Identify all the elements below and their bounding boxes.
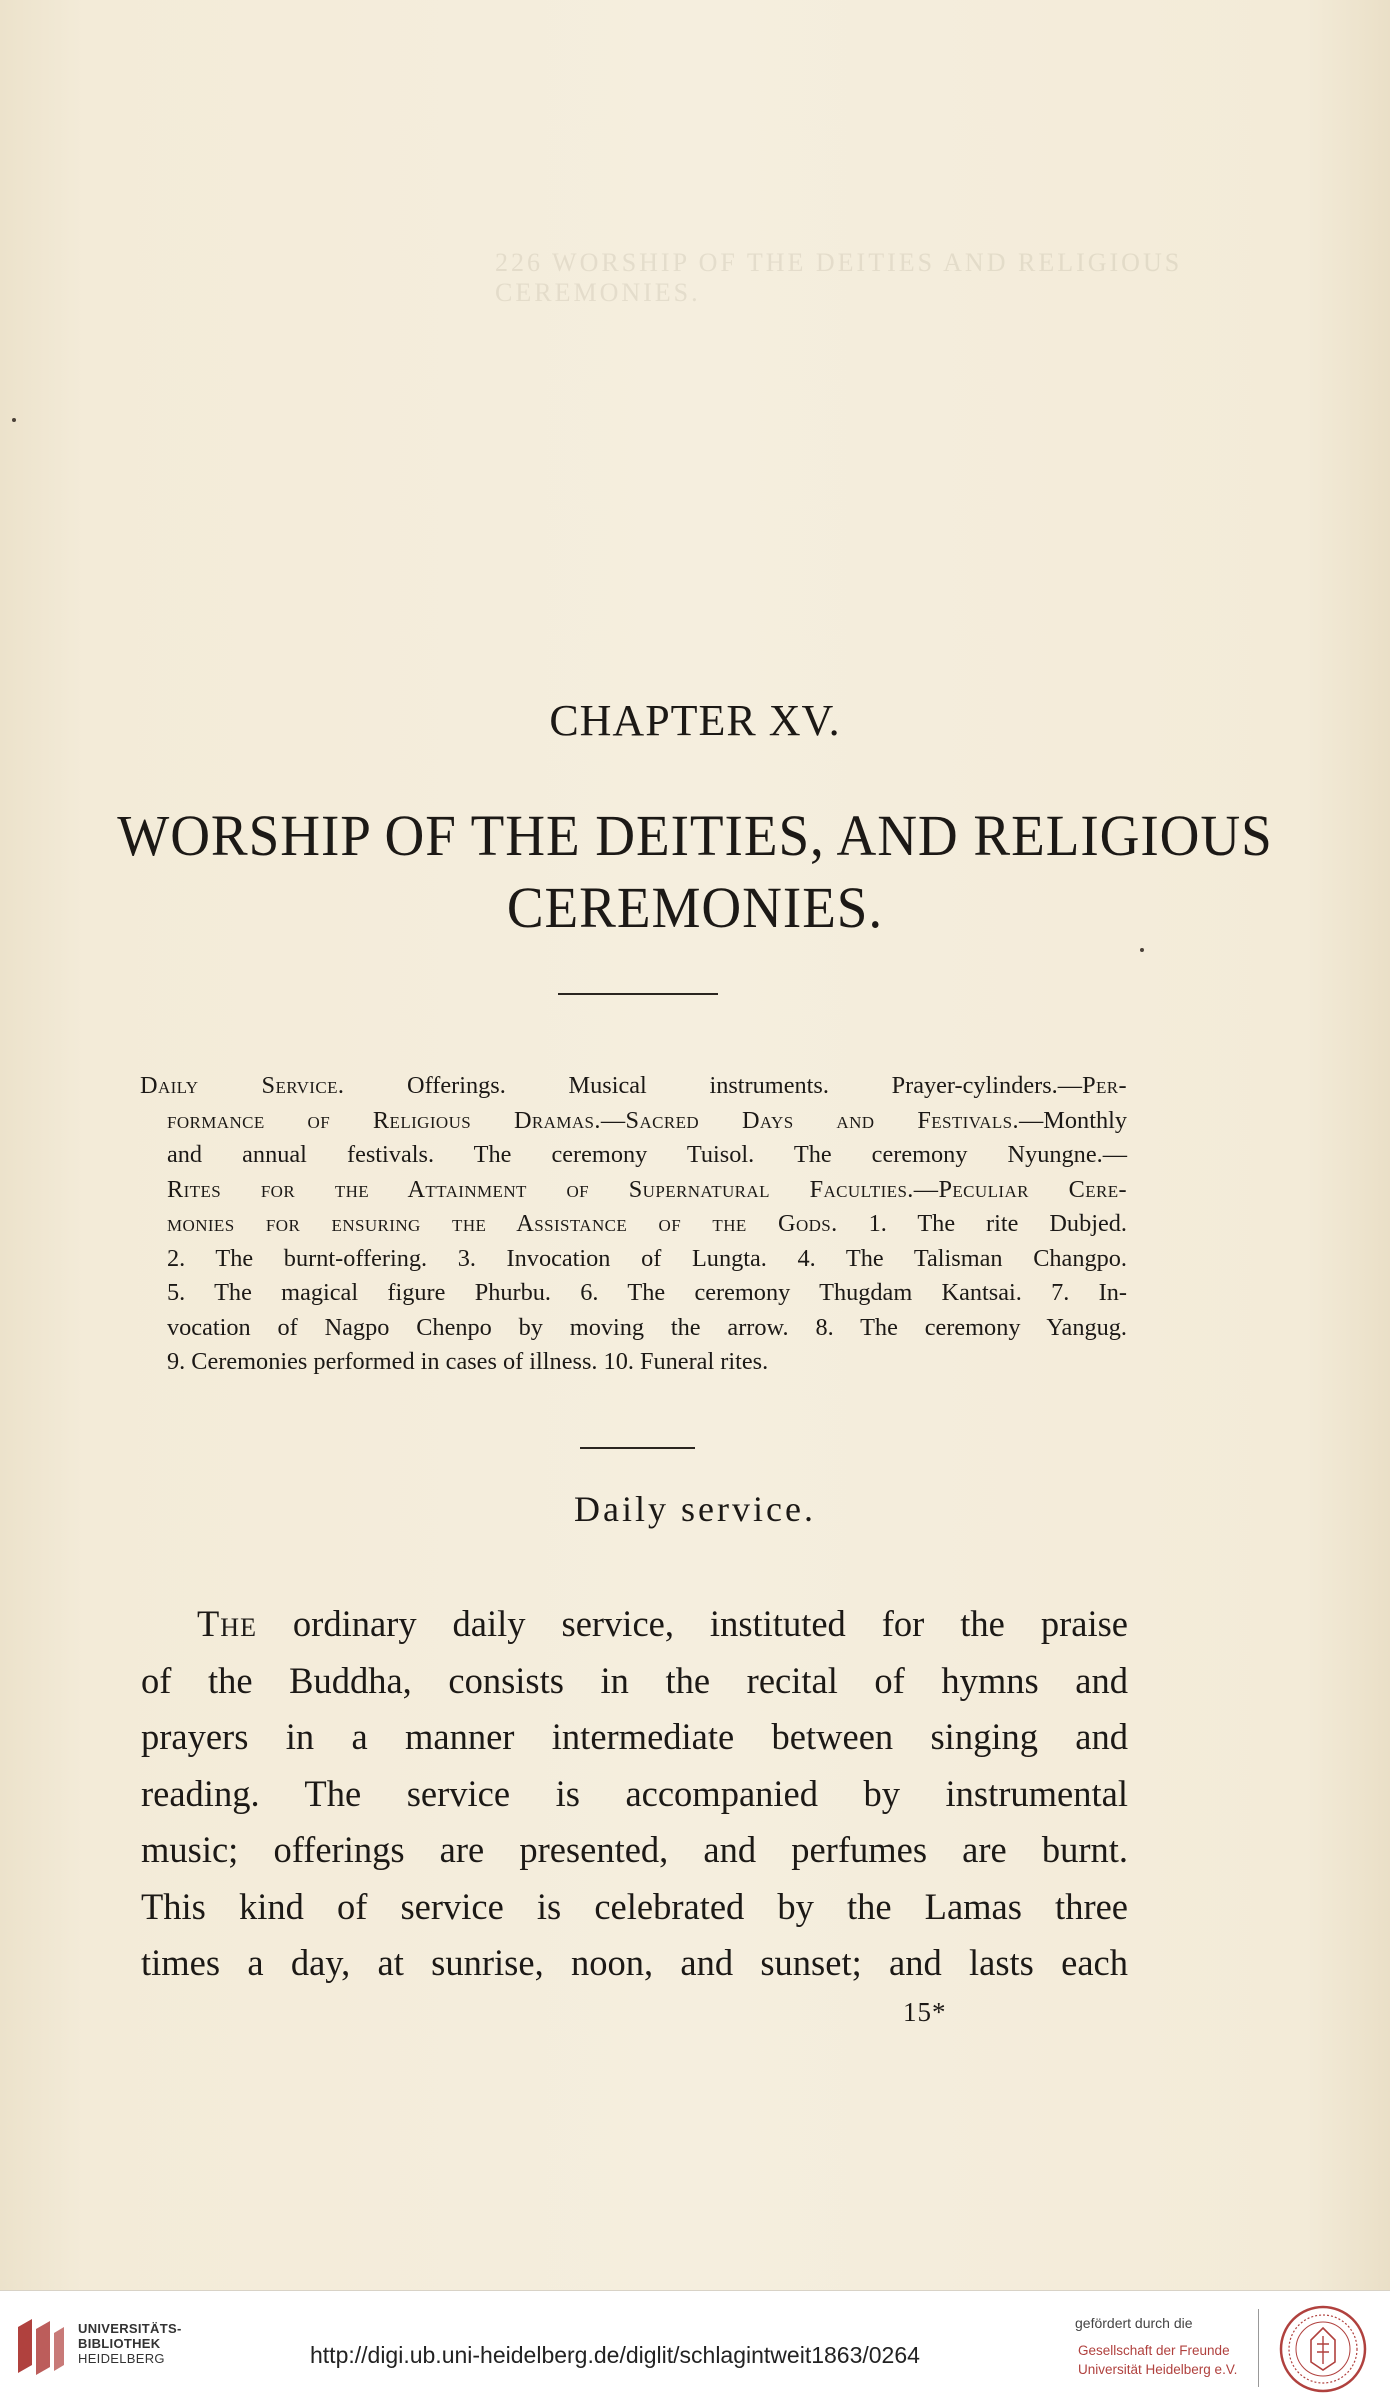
body-line-text: of the Buddha, consists in the recital of hymns and xyxy=(141,1659,1128,1701)
scan-speck xyxy=(1140,948,1144,952)
body-line xyxy=(141,1709,1128,1766)
summary-text: 5. The magical figure Phurbu. 6. The ceremony Thugdam Kantsai. 7. In- xyxy=(167,1279,1127,1306)
title-rule xyxy=(558,993,718,995)
summary-smallcaps-text: Daily Service. xyxy=(140,1072,345,1099)
summary-line xyxy=(142,1242,1127,1277)
body-first-word: The xyxy=(197,1603,257,1644)
digitization-footer xyxy=(0,2290,1390,2402)
university-library-logo-icon xyxy=(12,2313,70,2379)
body-paragraph xyxy=(141,1596,1128,1992)
body-line xyxy=(141,1822,1128,1879)
permalink-url[interactable]: http://digi.ub.uni-heidelberg.de/diglit/schlagintweit1863/0264 xyxy=(310,2342,920,2368)
chapter-label: CHAPTER XV. xyxy=(549,696,841,745)
summary-rule xyxy=(580,1447,695,1449)
chapter-summary xyxy=(142,1069,1127,1380)
body-line xyxy=(141,1596,1128,1653)
society-name-line-2: Universität Heidelberg e.V. xyxy=(1078,2362,1238,2377)
body-line-text: ordinary daily service, instituted for the praise xyxy=(256,1603,1128,1644)
summary-line xyxy=(142,1276,1127,1311)
body-line xyxy=(141,1935,1128,1992)
summary-line xyxy=(142,1104,1127,1139)
summary-smallcaps-text: monies for ensuring the Assistance of the Gods. xyxy=(167,1210,838,1237)
summary-text: 1. The rite Dubjed. xyxy=(837,1210,1127,1237)
body-line-text: This kind of service is celebrated by the Lamas three xyxy=(141,1885,1128,1927)
chapter-title-line-2: CEREMONIES. xyxy=(506,875,884,940)
body-line-text: reading. The service is accompanied by instrumental xyxy=(141,1772,1128,1814)
society-name xyxy=(1078,2341,1237,2379)
section-heading: Daily service. xyxy=(574,1489,816,1529)
body-line xyxy=(141,1766,1128,1823)
funded-by-label: gefördert durch die xyxy=(1075,2315,1193,2331)
summary-text: 9. Ceremonies performed in cases of illness. 10. Funeral rites. xyxy=(167,1348,769,1375)
summary-smallcaps-text: Rites for the Attainment of Supernatural Faculties.—Peculiar Cere- xyxy=(167,1175,1127,1203)
body-line-text: music; offerings are presented, and perfumes are burnt. xyxy=(141,1829,1128,1870)
chapter-title-line-1: WORSHIP OF THE DEITIES, AND RELIGIOUS xyxy=(117,803,1273,868)
university-seal-icon xyxy=(1278,2304,1368,2394)
body-line xyxy=(141,1653,1128,1710)
summary-text: and annual festivals. The ceremony Tuisol. The ceremony Nyungne.— xyxy=(167,1141,1127,1168)
summary-text: 2. The burnt-offering. 3. Invocation of Lungta. 4. The Talisman Changpo. xyxy=(167,1244,1127,1272)
library-name xyxy=(78,2321,182,2366)
printer-signature: 15* xyxy=(903,1997,947,2027)
summary-line xyxy=(142,1311,1127,1346)
body-line-text: times a day, at sunrise, noon, and sunset; and lasts each xyxy=(141,1942,1128,1983)
summary-line xyxy=(142,1173,1127,1208)
summary-text: Offerings. Musical instruments. Prayer-cylinders.— xyxy=(344,1072,1083,1099)
summary-line xyxy=(142,1345,1127,1380)
summary-text: vocation of Nagpo Chenpo by moving the arrow. 8. The ceremony Yangug. xyxy=(167,1313,1127,1341)
summary-smallcaps-text: Per- xyxy=(1082,1072,1127,1099)
summary-line xyxy=(142,1069,1127,1104)
summary-line xyxy=(142,1138,1127,1173)
library-name-line-2: BIBLIOTHEK xyxy=(78,2336,161,2351)
footer-divider xyxy=(1258,2309,1259,2387)
summary-smallcaps-text: formance of Religious Dramas.—Sacred Days and Festivals. xyxy=(167,1106,1019,1134)
scan-speck xyxy=(12,418,16,422)
bleed-through-header: 226 WORSHIP OF THE DEITIES AND RELIGIOUS CEREMONIES. xyxy=(495,248,1183,307)
body-line xyxy=(141,1879,1128,1936)
body-line-text: prayers in a manner intermediate between singing and xyxy=(141,1716,1128,1757)
library-name-line-1: UNIVERSITÄTS- xyxy=(78,2321,182,2336)
summary-line xyxy=(142,1207,1127,1242)
library-name-line-3: HEIDELBERG xyxy=(78,2351,165,2366)
chapter-title xyxy=(35,800,1356,944)
summary-text: —Monthly xyxy=(1019,1106,1127,1134)
society-name-line-1: Gesellschaft der Freunde xyxy=(1078,2343,1230,2358)
